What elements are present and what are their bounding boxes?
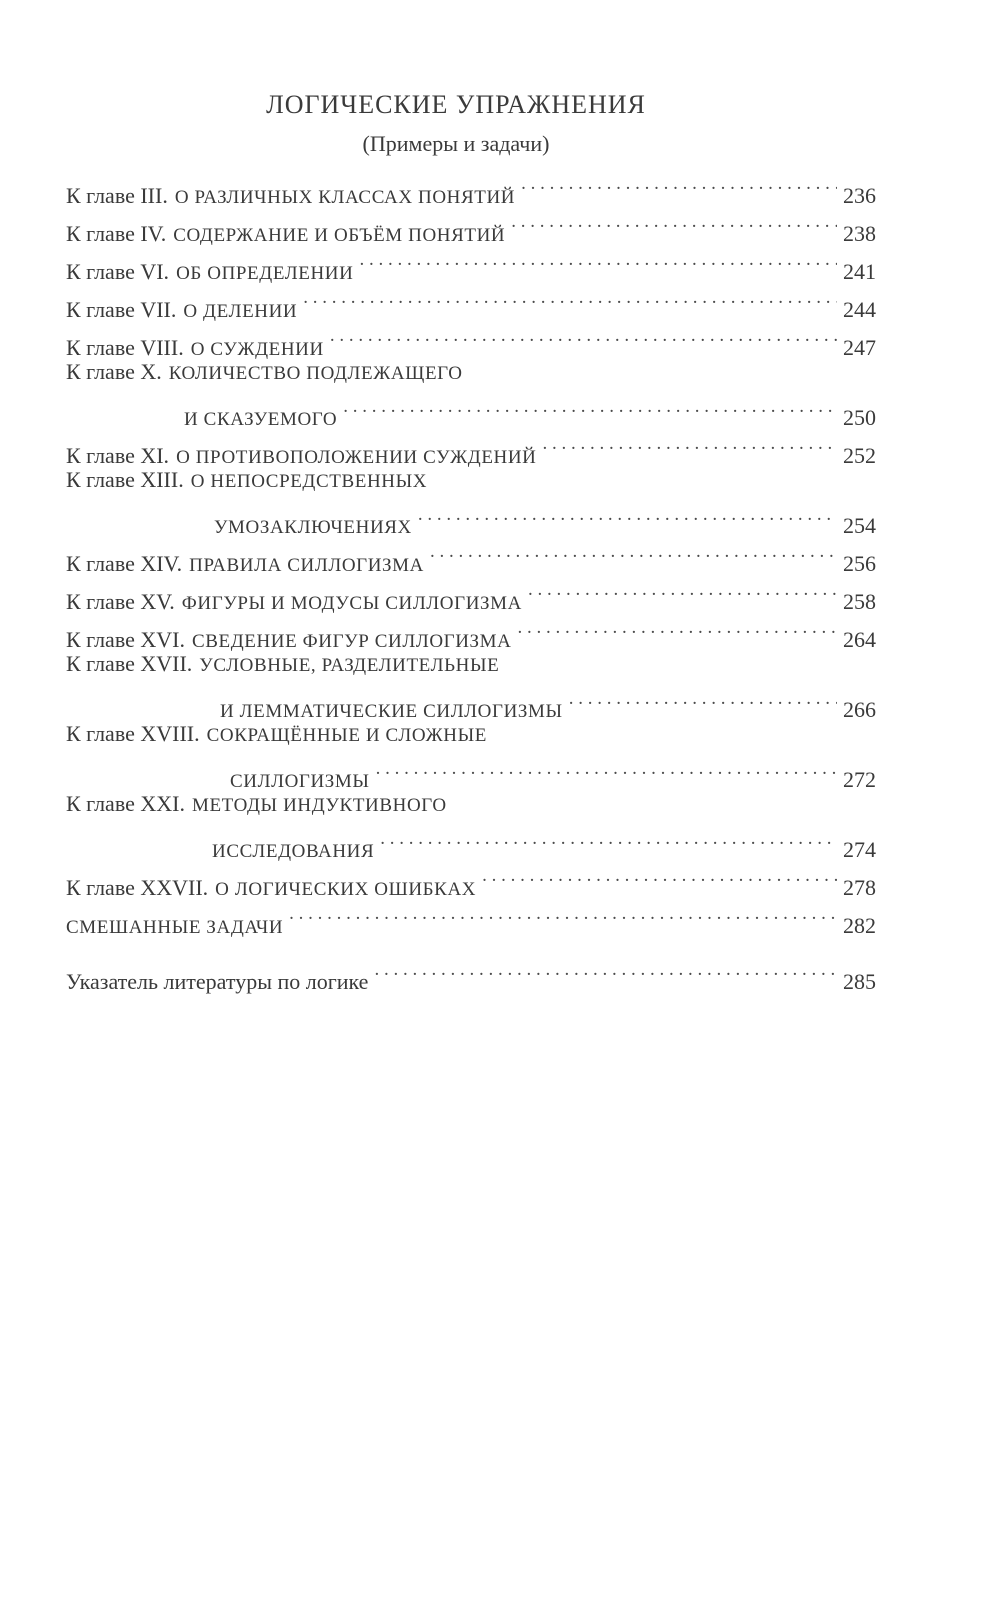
toc-entry-page: 238 <box>843 221 876 246</box>
toc-entry-prefix: К главе VIII. <box>66 335 184 360</box>
toc-entry-page: 247 <box>843 335 876 360</box>
toc-entry-title: МЕТОДЫ ИНДУКТИВНОГО <box>191 795 447 816</box>
toc-entry-page: 258 <box>843 589 876 614</box>
toc-entry-page: 285 <box>843 969 876 994</box>
toc-entry-title: О СУЖДЕНИИ <box>190 339 324 360</box>
toc-entry[interactable] <box>66 533 876 576</box>
dot-leader <box>303 279 837 317</box>
toc-entry-title: КОЛИЧЕСТВО ПОДЛЕЖАЩЕГО <box>168 363 463 384</box>
dot-leader <box>569 681 837 717</box>
toc-entry-page: 236 <box>843 183 876 208</box>
toc-entry-title: Указатель литературы по логике <box>66 969 369 994</box>
dot-leader <box>482 857 837 895</box>
toc-entry-page: 272 <box>843 767 876 792</box>
toc-entry-title: О НЕПОСРЕДСТВЕННЫХ <box>190 471 428 492</box>
toc-entry[interactable] <box>66 571 876 614</box>
dot-leader <box>359 241 837 279</box>
toc-entry-title: О ПРОТИВОПОЛОЖЕНИИ СУЖДЕНИЙ <box>176 447 537 468</box>
toc-entry-title: О РАЗЛИЧНЫХ КЛАССАХ ПОНЯТИЙ <box>174 187 516 208</box>
toc-entry-page: 282 <box>843 913 876 938</box>
toc-entry[interactable] <box>66 355 876 430</box>
toc-entry-prefix: К главе XI. <box>66 443 170 468</box>
toc-entry-title: СОКРАЩЁННЫЕ И СЛОЖНЫЕ <box>206 725 487 746</box>
toc-entry-prefix: К главе XXVII. <box>66 875 209 900</box>
toc-entry-title: УСЛОВНЫЕ, РАЗДЕЛИТЕЛЬНЫЕ <box>199 655 500 676</box>
toc-entry-prefix: К главе IV. <box>66 221 167 246</box>
table-of-contents <box>66 165 876 994</box>
toc-entry-prefix: К главе XIII. <box>66 467 184 492</box>
toc-entry-prefix: К главе XXI. <box>66 791 185 816</box>
toc-entry-title-continued: СИЛЛОГИЗМЫ <box>230 771 370 792</box>
toc-entry-page: 274 <box>843 837 876 862</box>
toc-entry[interactable] <box>66 717 876 792</box>
toc-entry-prefix: К главе X. <box>66 359 162 384</box>
section-title: ЛОГИЧЕСКИЕ УПРАЖНЕНИЯ <box>266 90 646 119</box>
toc-entry-title: ОБ ОПРЕДЕЛЕНИИ <box>176 263 354 284</box>
toc-entry-prefix: К главе XV. <box>66 589 175 614</box>
toc-entry-prefix: К главе XIV. <box>66 551 183 576</box>
toc-entry-title: О ЛОГИЧЕСКИХ ОШИБКАХ <box>215 879 477 900</box>
toc-entry-prefix: К главе XVII. <box>66 651 193 676</box>
toc-entry-title: СМЕШАННЫЕ ЗАДАЧИ <box>66 917 284 938</box>
toc-entry[interactable] <box>66 787 876 862</box>
toc-entry-prefix: К главе XVI. <box>66 627 185 652</box>
dot-leader <box>430 533 837 571</box>
toc-entry-bibliography[interactable] <box>66 951 876 994</box>
toc-entry-prefix: К главе VII. <box>66 297 177 322</box>
toc-entry-title: О ДЕЛЕНИИ <box>183 301 298 322</box>
toc-entry-title-continued: И ЛЕММАТИЧЕСКИЕ СИЛЛОГИЗМЫ <box>220 701 563 722</box>
dot-leader <box>517 609 837 647</box>
toc-entry-prefix: К главе III. <box>66 183 168 208</box>
toc-entry-page: 278 <box>843 875 876 900</box>
toc-entry-prefix: К главе XVIII. <box>66 721 200 746</box>
toc-entry-page: 252 <box>843 443 876 468</box>
toc-entry[interactable] <box>66 857 876 900</box>
toc-entry-title: ФИГУРЫ И МОДУСЫ СИЛЛОГИЗМА <box>181 593 522 614</box>
toc-entry-title: СОДЕРЖАНИЕ И ОБЪЁМ ПОНЯТИЙ <box>173 225 506 246</box>
toc-entry-page: 250 <box>843 405 876 430</box>
toc-entry-page: 256 <box>843 551 876 576</box>
toc-entry-title-continued: ИССЛЕДОВАНИЯ <box>212 841 375 862</box>
dot-leader <box>543 425 838 463</box>
dot-leader <box>374 951 837 989</box>
toc-entry-title-continued: И СКАЗУЕМОГО <box>184 409 338 430</box>
toc-entry-page: 266 <box>843 697 876 722</box>
toc-entry-prefix: К главе VI. <box>66 259 170 284</box>
dot-leader <box>289 895 837 933</box>
toc-entry-title: ПРАВИЛА СИЛЛОГИЗМА <box>189 555 424 576</box>
section-subtitle: (Примеры и задачи) <box>362 131 550 156</box>
dot-leader <box>343 389 837 425</box>
dot-leader <box>380 821 837 857</box>
toc-entry-title: СВЕДЕНИЕ ФИГУР СИЛЛОГИЗМА <box>191 631 512 652</box>
dot-leader <box>330 317 837 355</box>
dot-leader <box>528 571 837 609</box>
toc-entry[interactable] <box>66 647 876 722</box>
toc-entry-page: 241 <box>843 259 876 284</box>
dot-leader <box>418 497 837 533</box>
toc-entry-page: 264 <box>843 627 876 652</box>
toc-entry[interactable] <box>66 165 876 208</box>
dot-leader <box>521 165 837 203</box>
toc-entry-page: 244 <box>843 297 876 322</box>
toc-entry-title-continued: УМОЗАКЛЮЧЕНИЯХ <box>214 517 412 538</box>
dot-leader <box>511 203 837 241</box>
dot-leader <box>376 751 837 787</box>
toc-entry-page: 254 <box>843 513 876 538</box>
